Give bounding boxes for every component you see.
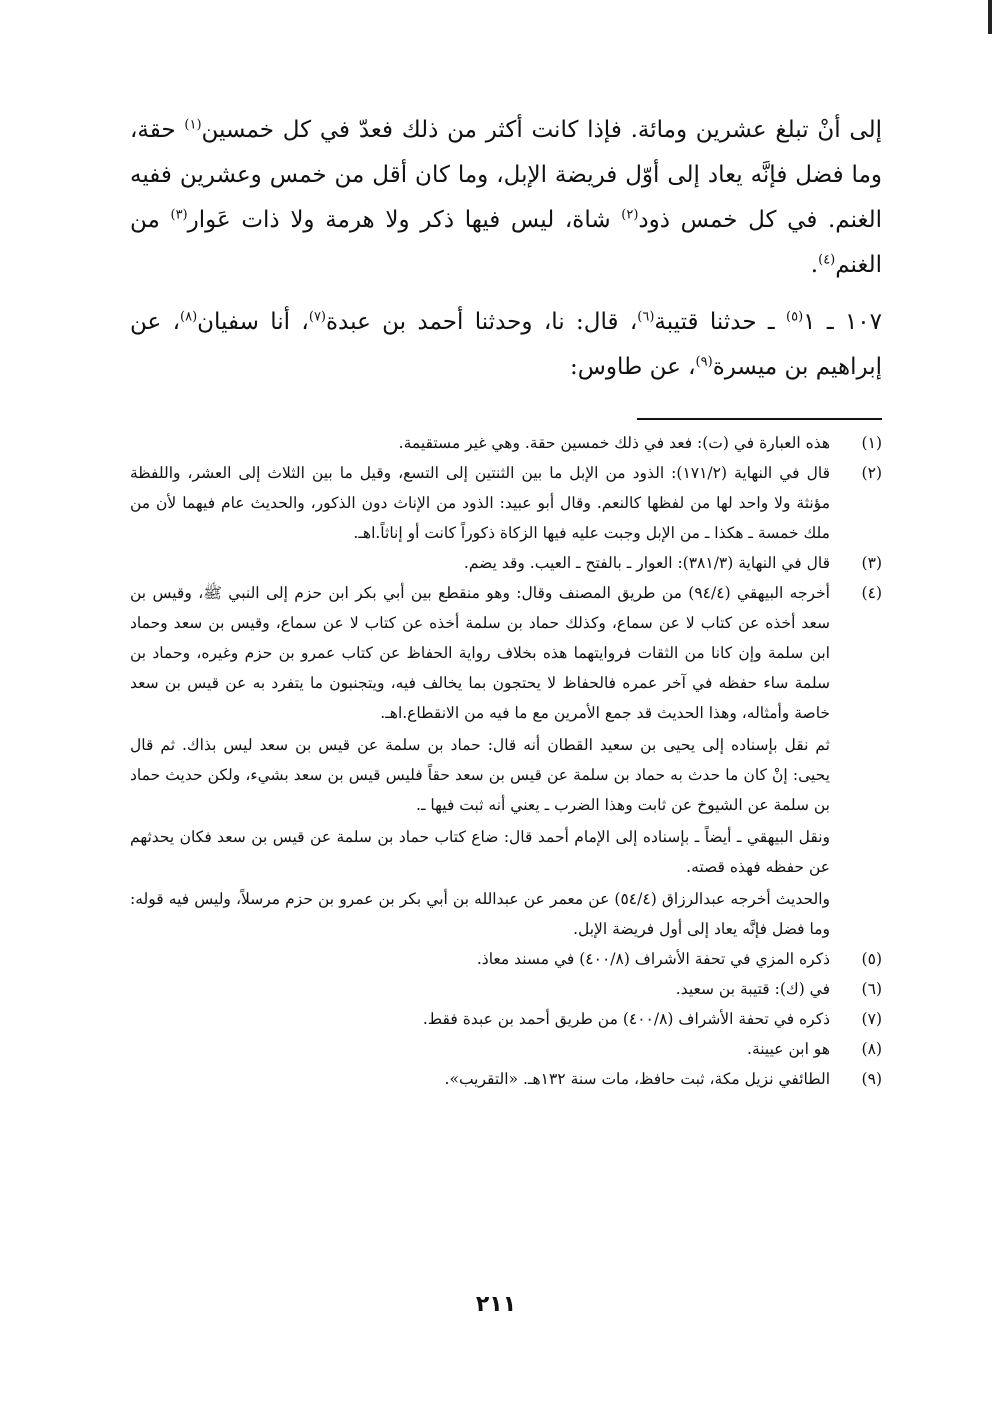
footnote-paragraph: والحديث أخرجه عبدالرزاق (٥٤/٤) عن معمر عن عبدالله بن أبي بكر بن عمرو بن حزم مرسلاً، وليس فيه قوله: وما فضل فإنَّه يعاد إلى أول فريضة الإبل. [130,890,831,938]
footnote-text [130,1004,830,1034]
footnote [130,944,882,974]
footnote-text [130,548,830,578]
scan-edge-mark [988,0,992,34]
footnotes [130,428,882,1094]
footnote [130,428,882,458]
footnote-marker: (٧) [308,309,326,325]
footnote-paragraph: في (ك): قتيبة بن سعيد. [675,980,830,998]
footnote-paragraph: ونقل البيهقي ـ أيضاً ـ بإسناده إلى الإمام أحمد قال: ضاع كتاب حماد بن سلمة عن قيس بن سعد فكان يحدثهم عن حفظه فهذه قصته. [130,828,830,876]
main-line: شاة، ليس فيها ذكر ولا هرمة [325,207,611,233]
footnote-marker: (٦) [637,309,655,325]
footnote-paragraph: أخرجه البيهقي (٩٤/٤) من طريق المصنف وقال: وهو منقطع بين أبي بكر ابن حزم إلى النبي ﷺ، وقيس بن سعد أخذه عن كتاب لا عن سماع، وكذلك حماد بن سلمة أخذه عن كتاب لا عن سماع، وقيس بن سعد وحماد ابن سلمة وإن كانا من الثقات فروايتهما هذه بخلاف رواية الحفاظ عن كتاب عمرو بن حزم وغيره، وحماد بن سلمة ساء حفظه في آخر عمره فالحفاظ لا يحتجون بما يخالف فيه، ويتجنبون ما يتفرد به عن قيس بن سعد خاصة وأمثاله، وهذا الحديث قد جمع الأمرين مع ما فيه من الانقطاع.اهـ. [130,584,830,722]
footnote-paragraph: قال في النهاية (٣٨١/٣): العوار ـ بالفتح ـ العيب. وقد يضم. [463,554,830,572]
hadith-text: ، عن إبراهيم بن ميسرة [130,309,882,380]
footnote-paragraph: هو ابن عيينة. [747,1040,830,1058]
footnote-separator [637,418,882,420]
footnote-paragraph: ثم نقل بإسناده إلى يحيى بن سعيد القطان أنه قال: حماد بن سلمة عن قيس بن سعد ليس بذاك. ثم قال يحيى: إنْ كان ما حدث به حماد بن سلمة عن قيس بن سعد حقاً فليس قيس بن سعد بشيء، ولكن حديث حماد بن سلمة عن الشيوخ عن ثابت وهذا الضرب ـ يعني أنه ثبت فيها ـ. [130,736,830,814]
footnote-marker: (١) [184,117,202,133]
footnote-number: (٨) [861,1040,882,1058]
footnote-number: (٩) [861,1070,882,1088]
footnote-text [130,578,830,944]
footnote [130,1034,882,1064]
main-line: . [810,252,819,278]
footnote-text [130,974,830,1004]
footnote-number: (٣) [861,554,882,572]
footnote-paragraph: ذكره في تحفة الأشراف (٤٠٠/٨) من طريق أحمد بن عبدة فقط. [422,1010,830,1028]
footnote-marker: (٩) [695,354,713,370]
main-line: وعشرين ففيه الغنم. في كل خمس ذود [130,162,883,233]
hadith-paragraph [130,300,882,390]
footnote-marker: (٨) [180,309,198,325]
footnote-paragraph: هذه العبارة في (ت): فعد في ذلك خمسين حقة. وهي غير مستقيمة. [398,434,830,452]
hadith-number: ١٠٧ ـ ١ [803,309,883,335]
footnote [130,458,882,548]
footnote-paragraph: الطائفي نزيل مكة، ثبت حافظ، مات سنة ١٣٢هـ. «التقريب». [444,1070,830,1088]
footnote-number: (٧) [861,1010,882,1028]
footnote-text [130,458,830,548]
footnote-paragraph: ذكره المزي في تحفة الأشراف (٤٠٠/٨) في مسند معاذ. [476,950,830,968]
footnote-paragraph: قال في النهاية (١٧١/٢): الذود من الإبل ما بين الثنتين إلى التسع، وقيل ما بين الثلاث إلى العشر، واللفظة مؤنثة ولا واحد لها من لفظها كالنعم. وقال أبو عبيد: الذود من الإناث دون الذكور، والحديث عام فيهما لأن من ملك خمسة ـ هكذا ـ من الإبل وجبت عليه فيها الزكاة ذكوراً كانت أو إناثاً.اهـ. [130,464,830,542]
page-number: ٢١١ [475,1292,517,1317]
footnote-text [130,1064,830,1094]
footnote-marker: (٣) [170,207,188,223]
hadith-text: ـ حدثنا قتيبة [654,309,775,335]
footnote-number: (٦) [861,980,882,998]
hadith-text: ، [301,309,309,335]
hadith-text: ، قال: نا، وحدثنا أحمد بن عبدة [326,309,638,335]
hadith-text: ، عن طاوس: [570,354,696,380]
main-paragraph [130,108,882,288]
footnote-text [130,1034,830,1064]
footnote [130,578,882,944]
main-text [130,108,882,390]
main-line: حقة، وما فضل فإنَّه يعاد إلى أوّل فريضة الإبل، وما كان أقل من خمس [130,117,882,188]
footnote-number: (٤) [861,584,882,602]
main-line: من الغنم [130,207,882,278]
main-line: إلى أنْ تبلغ عشرين ومائة. فإذا كانت أكثر من ذلك فعدّ في كل خمسين [201,117,882,143]
footnote [130,1064,882,1094]
main-line: ولا ذات عَوار [187,207,315,233]
footnote-number: (١) [861,434,882,452]
hadith-text: أنا سفيان [197,309,291,335]
footnote-number: (٢) [861,464,882,482]
footnote-marker: (٢) [621,207,639,223]
footnote [130,1004,882,1034]
footnote-number: (٥) [861,950,882,968]
footnote-marker: (٥) [786,309,804,325]
footnote [130,548,882,578]
footnote-text [130,428,830,458]
footnote [130,974,882,1004]
footnote-text [130,944,830,974]
footnote-marker: (٤) [818,252,836,268]
